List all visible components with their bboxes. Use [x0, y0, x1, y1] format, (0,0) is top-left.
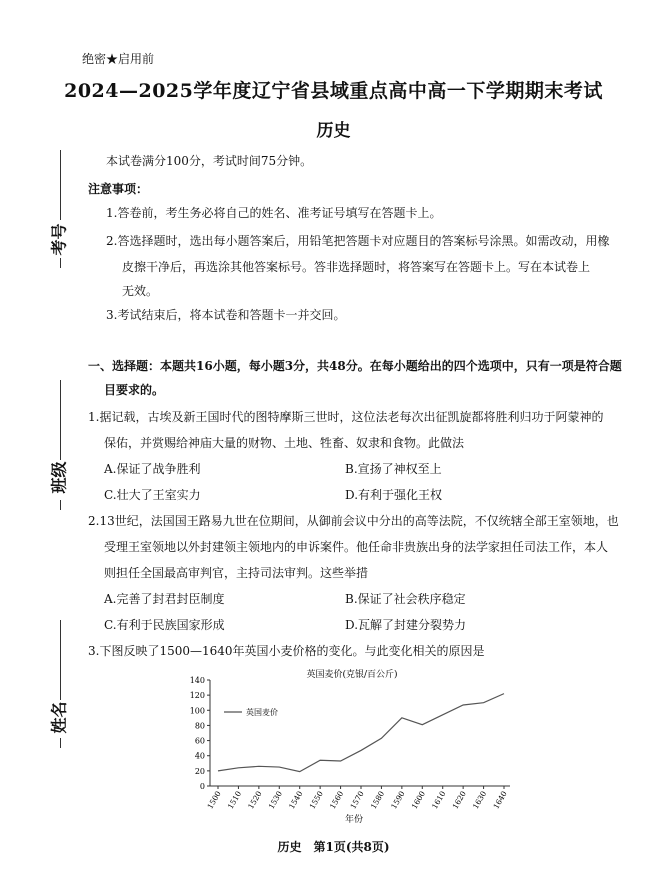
x-tick-label: 1560	[327, 789, 346, 811]
name-label: 姓名	[49, 701, 69, 734]
option-a: A.完善了封君封臣制度	[104, 592, 225, 606]
option-d: D.瓦解了封建分裂势力	[345, 618, 467, 632]
series-line	[218, 694, 504, 772]
y-tick-label: 80	[194, 721, 205, 731]
x-tick-label: 1590	[389, 789, 407, 811]
intro-text: 本试卷满分100分，考试时间75分钟。	[106, 154, 313, 168]
y-tick-label: 40	[194, 751, 205, 761]
question-text: 则担任全国最高审判官，主持司法审判。这些举措	[104, 566, 369, 580]
option-d: D.有利于强化王权	[345, 488, 443, 502]
option-b: B.宣扬了神权至上	[345, 462, 442, 476]
wheat-price-chart	[180, 664, 530, 834]
notice-item: 皮擦干净后，再选涂其他答案标号。答非选择题时，将答案写在答题卡上。写在本试卷上	[122, 260, 591, 274]
binding-line	[60, 738, 61, 748]
subject-title: 历史	[316, 121, 351, 141]
class-label: 班级	[49, 461, 69, 494]
binding-line	[60, 150, 61, 220]
binding-line	[60, 380, 61, 460]
notice-item: 1.答卷前，考生务必将自己的姓名、准考证号填写在答题卡上。	[106, 206, 442, 220]
x-tick-label: 1610	[430, 789, 448, 811]
legend-label: 英国麦价	[246, 708, 278, 717]
x-tick-label: 1600	[409, 789, 428, 811]
option-c: C.壮大了王室实力	[104, 488, 201, 502]
y-tick-label: 0	[199, 782, 205, 791]
question-text: 1.据记载，古埃及新王国时代的图特摩斯三世时，这位法老每次出征凯旋都将胜利归功于阿蒙神的	[88, 410, 604, 424]
x-tick-label: 1530	[266, 789, 285, 811]
option-c: C.有利于民族国家形成	[104, 618, 225, 632]
notice-item: 3.考试结束后，将本试卷和答题卡一并交回。	[106, 308, 346, 322]
exam-number-label: 考号	[49, 223, 69, 256]
question-text: 受理王室领地以外封建领主领地内的申诉案件。他任命非贵族出身的法学家担任司法工作，本人	[104, 540, 609, 554]
x-tick-label: 1520	[246, 789, 264, 811]
x-tick-label: 1620	[450, 789, 468, 811]
exam-title: 2024—2025学年度辽宁省县域重点高中高一下学期期末考试	[64, 80, 603, 102]
y-tick-label: 120	[189, 691, 205, 701]
binding-line	[60, 620, 61, 700]
y-tick-label: 100	[189, 706, 205, 716]
notice-item: 无效。	[122, 284, 159, 298]
y-tick-label: 20	[194, 766, 205, 776]
x-tick-label: 1580	[368, 789, 387, 811]
binding-line	[60, 500, 61, 510]
x-tick-label: 1510	[225, 789, 244, 811]
page-footer: 历史 第1页(共8页)	[277, 840, 390, 854]
x-tick-label: 1570	[348, 789, 366, 811]
y-tick-label: 60	[194, 736, 205, 746]
notice-heading: 注意事项：	[88, 182, 149, 196]
notice-item: 2.答选择题时，选出每小题答案后，用铅笔把答题卡对应题目的答案标号涂黑。如需改动，用橡	[106, 234, 610, 248]
x-tick-label: 1540	[287, 789, 305, 811]
section-heading: 目要求的。	[104, 383, 165, 397]
binding-line	[60, 258, 61, 268]
x-tick-label: 1640	[491, 789, 509, 811]
question-text: 3.下图反映了1500—1640年英国小麦价格的变化。与此变化相关的原因是	[88, 644, 485, 658]
section-heading: 一、选择题：本题共16小题，每小题3分，共48分。在每小题给出的四个选项中，只有一项是符合题	[88, 359, 622, 373]
x-tick-label: 1500	[205, 789, 223, 811]
x-tick-label: 1550	[307, 789, 325, 811]
option-a: A.保证了战争胜利	[104, 462, 201, 476]
chart-title: 英国麦价(克银/百公斤)	[306, 670, 398, 680]
question-text: 保佑，并赏赐给神庙大量的财物、土地、牲畜、奴隶和食物。此做法	[104, 436, 465, 450]
x-axis-label: 年份	[344, 815, 364, 825]
secret-label: 绝密★启用前	[82, 52, 155, 66]
option-b: B.保证了社会秩序稳定	[345, 592, 466, 606]
y-tick-label: 140	[189, 676, 205, 685]
question-text: 2.13世纪，法国国王路易九世在位期间，从御前会议中分出的高等法院，不仅统辖全部王室领地，也	[88, 514, 619, 528]
x-tick-label: 1630	[470, 789, 489, 811]
